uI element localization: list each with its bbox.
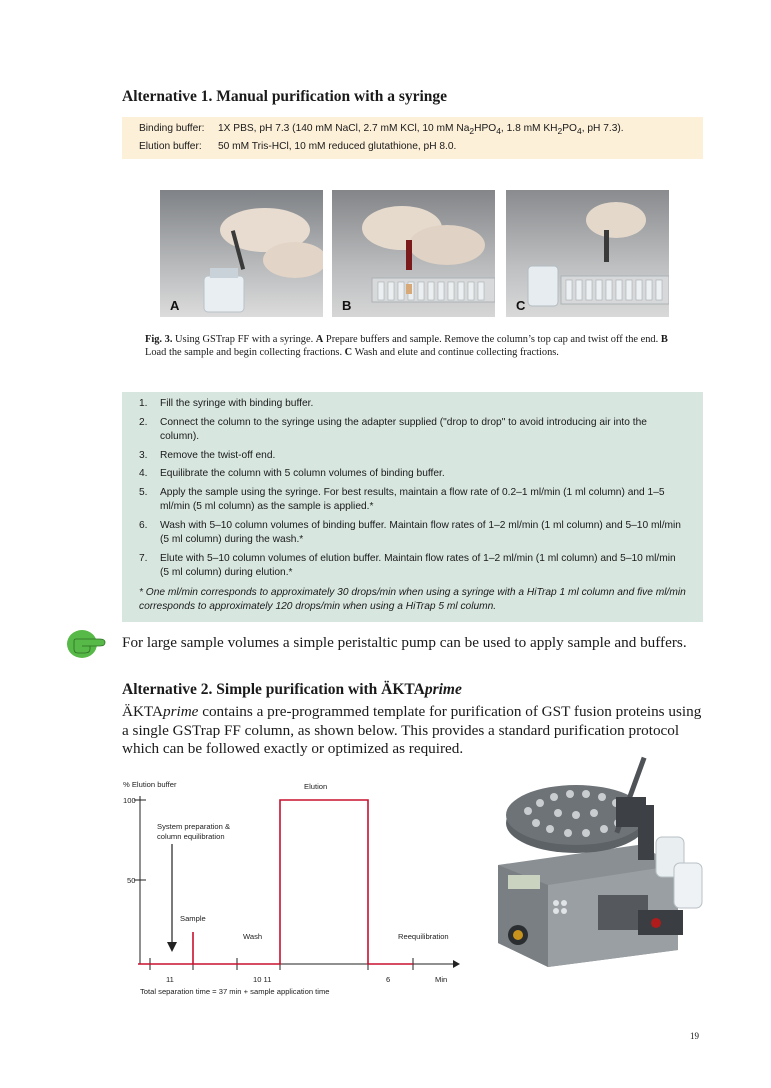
section1-title: Alternative 1. Manual purification with a syringe [122,88,448,105]
binding-buffer-label: Binding buffer: [139,123,205,134]
chart-footer: Total separation time = 37 min + sample application time [140,987,330,996]
step-item: 3. Remove the twist-off end. [139,450,276,461]
binding-buffer-row [139,123,624,136]
photo-c [506,190,669,317]
photo-b [332,190,495,317]
page-number: 19 [690,1031,699,1041]
y-tick-label-50: 50 [127,876,136,885]
label-system-preparation-text-line2: column equilibration [157,832,225,841]
y-tick-label-100: 100 [123,796,136,805]
label-system-preparation [157,822,232,841]
elution-buffer-label: Elution buffer: [139,141,202,152]
label-elution: Elution [304,782,328,791]
section2-title: Alternative 2. Simple purification with ÄKTAprime [122,681,462,698]
section2-paragraph: ÄKTAprime contains a pre-programmed template for purification of GST fusion proteins using a single GSTrap FF column, as shown below. This provides a standard purification protocol which can be followed exactly or optimized as required. [122,703,702,758]
pointing-hand-icon [66,625,112,661]
label-reequilibration: Reequilibration [398,932,449,941]
elution-profile-chart [110,772,470,1004]
label-system-preparation-text: System preparation & [157,822,231,831]
chart-xlabel: Min [435,975,448,984]
tip-text: For large sample volumes a simple peristaltic pump can be used to apply sample and buffers. [122,634,687,651]
binding-buffer-value: 1X PBS, pH 7.3 (140 mM NaCl, 2.7 mM KCl, 10 mM $Na_2HPO_4$, 1.8 mM $KH_2PO_4$, pH 7.3). [218,123,624,137]
step-item: 5. Apply the sample using the syringe. For best results, maintain a flow rate of 0.2–1 ml/min (1 ml column) and 1–5 ml/min (5 ml column) as the sample is applied.* [139,487,665,513]
step-item: 7. Elute with 5–10 column volumes of elution buffer. Maintain flow rates of 1–2 ml/min (1 ml column) and 5–10 ml/min (5 ml column) during elution.* [139,553,676,579]
buffer-info-box [122,117,703,159]
elution-buffer-value: 50 mM Tris-HCl, 10 mM reduced glutathione, pH 8.0. [218,141,457,152]
x-segment-label: 11 [166,975,174,984]
photo-a-letter: A [170,298,180,313]
elution-buffer-row [139,141,456,152]
akta-prime-instrument-image [488,745,708,980]
step-item: 4. Equilibrate the column with 5 column volumes of binding buffer. [139,468,445,479]
step-item: 2. Connect the column to the syringe using the adapter supplied ("drop to drop" to avoid introducing air into the column). [139,417,647,443]
x-segment-label: 6 [386,975,391,984]
figure-caption: Fig. 3. Using GSTrap FF with a syringe. A Prepare buffers and sample. Remove the column’s top cap and twist off the end. B Load the sample and begin collecting fractions. C Wash and elute and continue collecting fractions. [145,334,668,359]
x-axis-arrow [453,960,460,968]
photo-c-letter: C [516,298,526,313]
step-item: 6. Wash with 5–10 column volumes of binding buffer. Maintain flow rates of 1–2 ml/min (1 ml column) and 5–10 ml/min (5 ml column) during the wash.* [139,520,681,546]
chart-ylabel: % Elution buffer [123,780,177,789]
steps-box [122,392,703,622]
footnote: * One ml/min corresponds to approximately 30 drops/min when using a syringe with a HiTrap 1 ml column and five ml/min corresponds to approximately 120 drops/min when using a HiTrap 5 ml column. [139,587,686,612]
step-item: 1. Fill the syringe with binding buffer. [139,398,314,409]
label-sample: Sample [180,914,206,923]
photo-a [160,190,323,317]
label-wash: Wash [243,932,263,941]
equilibration-arrowhead [167,942,177,952]
x-segment-label: 10 11 [253,975,272,984]
photo-b-letter: B [342,298,352,313]
